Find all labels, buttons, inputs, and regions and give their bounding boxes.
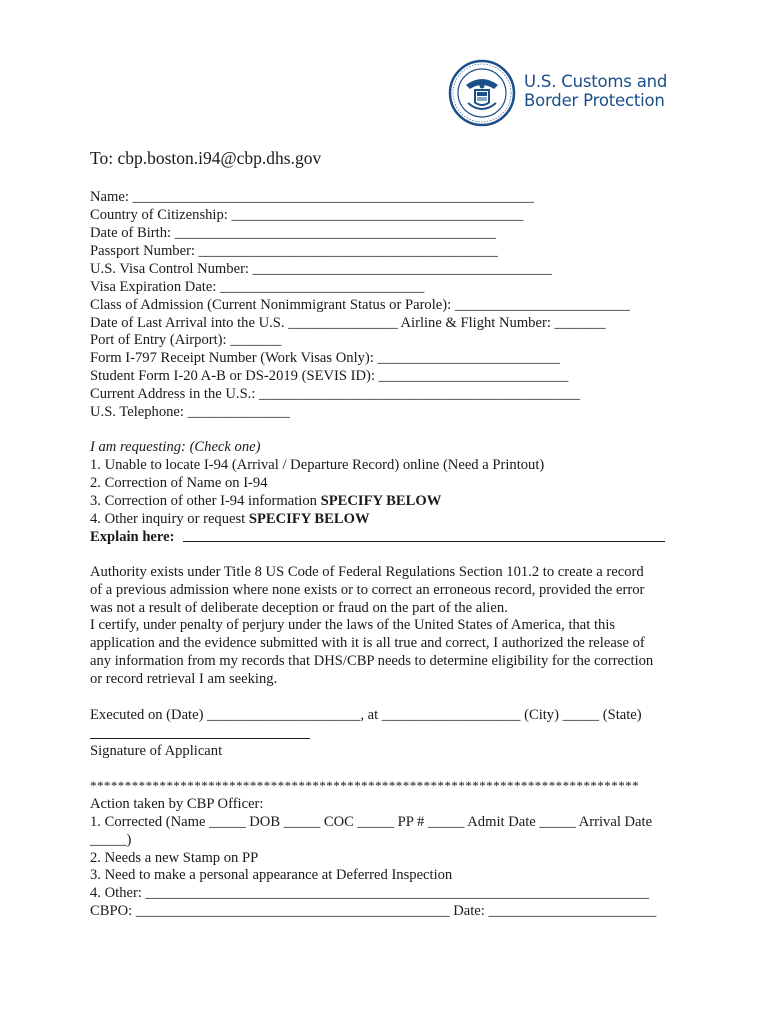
authority-line: any information from my records that DHS/CBP needs to determine eligibility for the correction bbox=[90, 652, 654, 669]
date-of-birth-field[interactable]: Date of Birth: ____________________________________________ bbox=[90, 225, 496, 241]
authority-line: application and the evidence submitted with it is all true and correct, I authorized the release of bbox=[90, 635, 645, 652]
request-option-3-text: 3. Correction of other I-94 information bbox=[90, 493, 321, 509]
name-field[interactable]: Name: _______________________________________________________ bbox=[90, 189, 534, 205]
last-arrival-field[interactable]: Date of Last Arrival into the U.S. _______________ Airline & Flight Number: _______ bbox=[90, 315, 606, 331]
authority-line: of a previous admission where none exists or to correct an erroneous record, provided the error bbox=[90, 581, 645, 598]
officer-option-2[interactable]: 2. Needs a new Stamp on PP bbox=[90, 850, 259, 866]
agency-name-line1: U.S. Customs and bbox=[524, 72, 668, 91]
passport-number-field[interactable]: Passport Number: _________________________________________ bbox=[90, 243, 498, 259]
dhs-seal-icon bbox=[448, 59, 516, 127]
class-of-admission-field[interactable]: Class of Admission (Current Nonimmigrant Status or Parole): ________________________ bbox=[90, 297, 630, 313]
explain-label: Explain here: bbox=[90, 529, 175, 545]
request-option-3-emphasis: SPECIFY BELOW bbox=[320, 493, 442, 509]
i797-receipt-field[interactable]: Form I-797 Receipt Number (Work Visas Only): _________________________ bbox=[90, 350, 560, 366]
us-address-field[interactable]: Current Address in the U.S.: ____________________________________________ bbox=[90, 386, 581, 402]
port-of-entry-field[interactable]: Port of Entry (Airport): _______ bbox=[90, 332, 282, 348]
officer-heading: Action taken by CBP Officer: bbox=[90, 796, 264, 812]
recipient-email: To: cbp.boston.i94@cbp.dhs.gov bbox=[90, 148, 322, 168]
authority-statement bbox=[90, 564, 680, 689]
request-option-4-emphasis: SPECIFY BELOW bbox=[248, 511, 370, 527]
request-option-4-text: 4. Other inquiry or request bbox=[90, 511, 249, 527]
cbp-logo bbox=[448, 59, 680, 129]
cbpo-signature-field[interactable]: CBPO: ___________________________________________ Date: _______________________ bbox=[90, 903, 657, 919]
officer-option-3[interactable]: 3. Need to make a personal appearance at Deferred Inspection bbox=[90, 867, 453, 883]
officer-corrected-field-cont[interactable]: _____) bbox=[90, 832, 132, 848]
citizenship-field[interactable]: Country of Citizenship: ________________________________________ bbox=[90, 207, 524, 223]
request-heading: I am requesting: (Check one) bbox=[90, 439, 261, 455]
visa-control-number-field[interactable]: U.S. Visa Control Number: _________________________________________ bbox=[90, 261, 552, 277]
signature-label: Signature of Applicant bbox=[90, 743, 223, 759]
visa-expiration-field[interactable]: Visa Expiration Date: ____________________________ bbox=[90, 279, 425, 295]
authority-line: or record retrieval I am seeking. bbox=[90, 670, 278, 687]
request-option-3[interactable] bbox=[90, 493, 441, 510]
agency-name-line2: Border Protection bbox=[524, 91, 665, 110]
authority-line: I certify, under penalty of perjury under the laws of the United States of America, that this bbox=[90, 617, 616, 634]
authority-line: Authority exists under Title 8 US Code of Federal Regulations Section 101.2 to create a record bbox=[90, 564, 644, 580]
sevis-id-field[interactable]: Student Form I-20 A-B or DS-2019 (SEVIS ID): __________________________ bbox=[90, 368, 569, 384]
explain-input-line[interactable] bbox=[183, 541, 665, 542]
separator-asterisks: ******************************************************************************* bbox=[90, 778, 640, 793]
request-option-1[interactable]: 1. Unable to locate I-94 (Arrival / Departure Record) online (Need a Printout) bbox=[90, 457, 545, 473]
officer-corrected-field[interactable]: 1. Corrected (Name _____ DOB _____ COC _____ PP # _____ Admit Date _____ Arrival Date bbox=[90, 814, 653, 830]
executed-on-field[interactable]: Executed on (Date) _____________________, at ___________________ (City) _____ (State) bbox=[90, 707, 642, 723]
officer-other-field[interactable]: 4. Other: _____________________________________________________________________ bbox=[90, 885, 650, 901]
authority-line: was not a result of deliberate deception or fraud on the part of the alien. bbox=[90, 599, 508, 616]
signature-line[interactable] bbox=[90, 738, 310, 739]
request-option-4[interactable] bbox=[90, 511, 370, 528]
us-telephone-field[interactable]: U.S. Telephone: ______________ bbox=[90, 404, 290, 420]
request-option-2[interactable]: 2. Correction of Name on I-94 bbox=[90, 475, 268, 491]
agency-name bbox=[524, 72, 667, 110]
